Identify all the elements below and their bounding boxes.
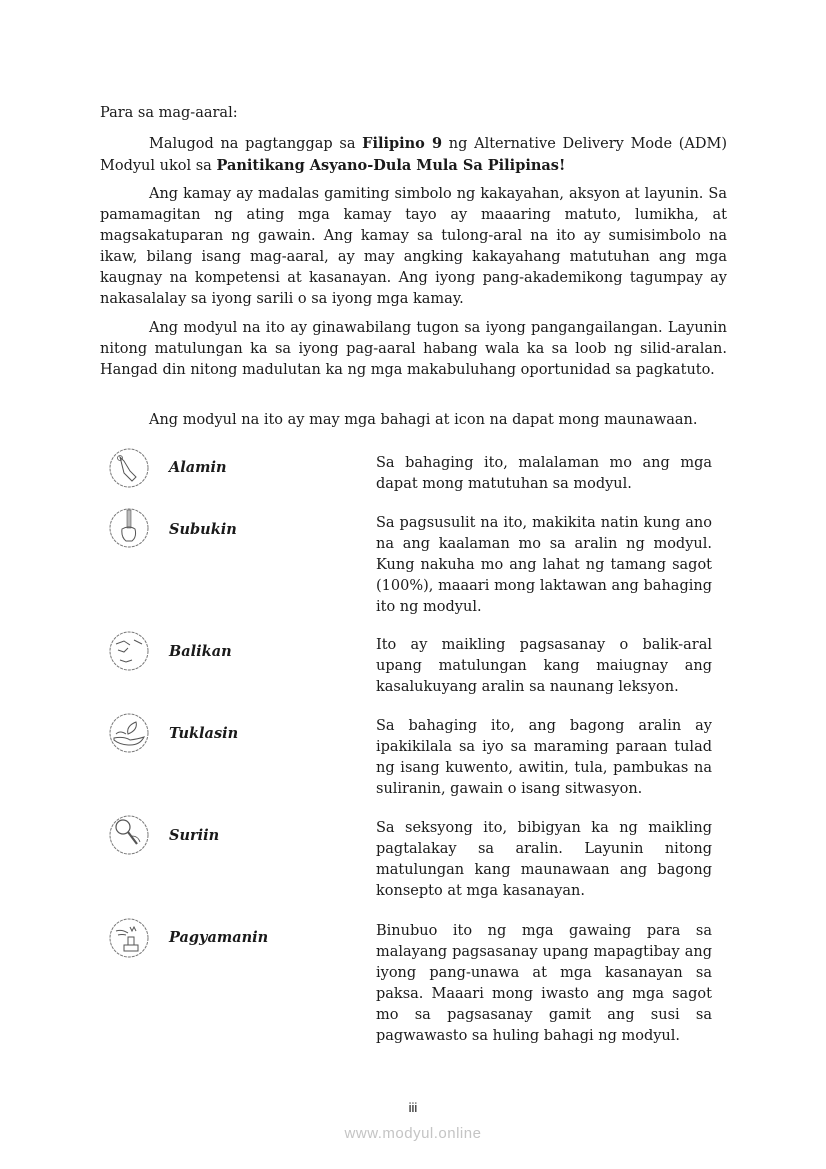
section-title: Subukin [169,521,237,538]
section-description: Sa seksyong ito, bibigyan ka ng maikling pagtalakay sa aralin. Layunin nitong matulungan kang maunawaan ang bagong konsepto at mga kasanayan. [376,820,712,899]
page-number: iii [408,1100,418,1115]
intro-paragraph [100,133,727,177]
section-title: Balikan [169,643,232,660]
section-description: Binubuo ito ng mga gawaing para sa malayang pagsasanay upang mapagtibay ang iyong pang-unawa at mga kasanayan sa paksa. Maaari mong iwasto ang mga sagot mo sa pagsasanay gamit ang susi sa pagwawasto sa huling bahagi ng modyul. [376,923,712,1044]
hand-holding-pencil-icon [108,507,150,549]
section-title: Suriin [169,827,220,844]
paragraph-icons-intro: Ang modyul na ito ay may mga bahagi at icon na dapat mong maunawaan. [149,412,698,428]
hand-with-flowers-icon [108,630,150,672]
subject-name: Filipino 9 [362,135,443,152]
hand-watering-plant-icon [108,917,150,959]
module-topic: Panitikang Asyano-Dula Mula Sa Pilipinas! [216,157,566,174]
section-description: Sa bahaging ito, malalaman mo ang mga dapat mong matutuhan sa modyul. [376,455,712,492]
section-description: Sa pagsusulit na ito, makikita natin kung ano na ang kaalaman mo sa aralin ng modyul. Kung nakuha mo ang lahat ng tamang sagot (100%), maaari mong laktawan ang bahaging ito ng modyul. [376,515,712,615]
intro-text-2: ng Alternative Delivery Mode (ADM) Modyul ukol sa [100,136,727,174]
magnifying-glass-icon [108,814,150,856]
hand-with-sprout-icon [108,712,150,754]
section-title: Alamin [169,459,227,476]
watermark: www.modyul.online [344,1125,482,1142]
intro-text-1: Malugod na pagtanggap sa [149,136,363,152]
paragraph-hands: Ang kamay ay madalas gamiting simbolo ng kakayahan, aksyon at layunin. Sa pamamagitan ng ating mga kamay tayo ay maaaring matuto, lumikha, at magsakatuparan ng gawain. Ang kamay sa tulong-aral na ito ay sumisimbolo na ikaw, bilang isang mag-aaral, ay may angking kakayahang matutuhan ang mga kaugnay na kompetensi at kasanayan. Ang iyong pang-akademikong tagumpay ay nakasalalay sa iyong sarili o sa iyong mga kamay. [100,186,727,307]
section-description: Ito ay maikling pagsasanay o balik-aral upang matulungan kang maiugnay ang kasalukuyang aralin sa naunang leksyon. [376,637,712,695]
pointing-hand-icon [108,447,150,489]
greeting: Para sa mag-aaral: [100,105,238,121]
paragraph-purpose: Ang modyul na ito ay ginawabilang tugon sa iyong pangangailangan. Layunin nitong matulungan ka sa iyong pag-aaral habang wala ka sa loob ng silid-aralan. Hangad din nitong madulutan ka ng mga makabuluhang oportunidad sa pagkatuto. [100,320,727,378]
section-title: Tuklasin [169,725,239,742]
section-title: Pagyamanin [169,929,269,946]
section-description: Sa bahaging ito, ang bagong aralin ay ipakikilala sa iyo sa maraming paraan tulad ng isang kuwento, awitin, tula, pambukas na suliranin, gawain o isang sitwasyon. [376,718,712,797]
